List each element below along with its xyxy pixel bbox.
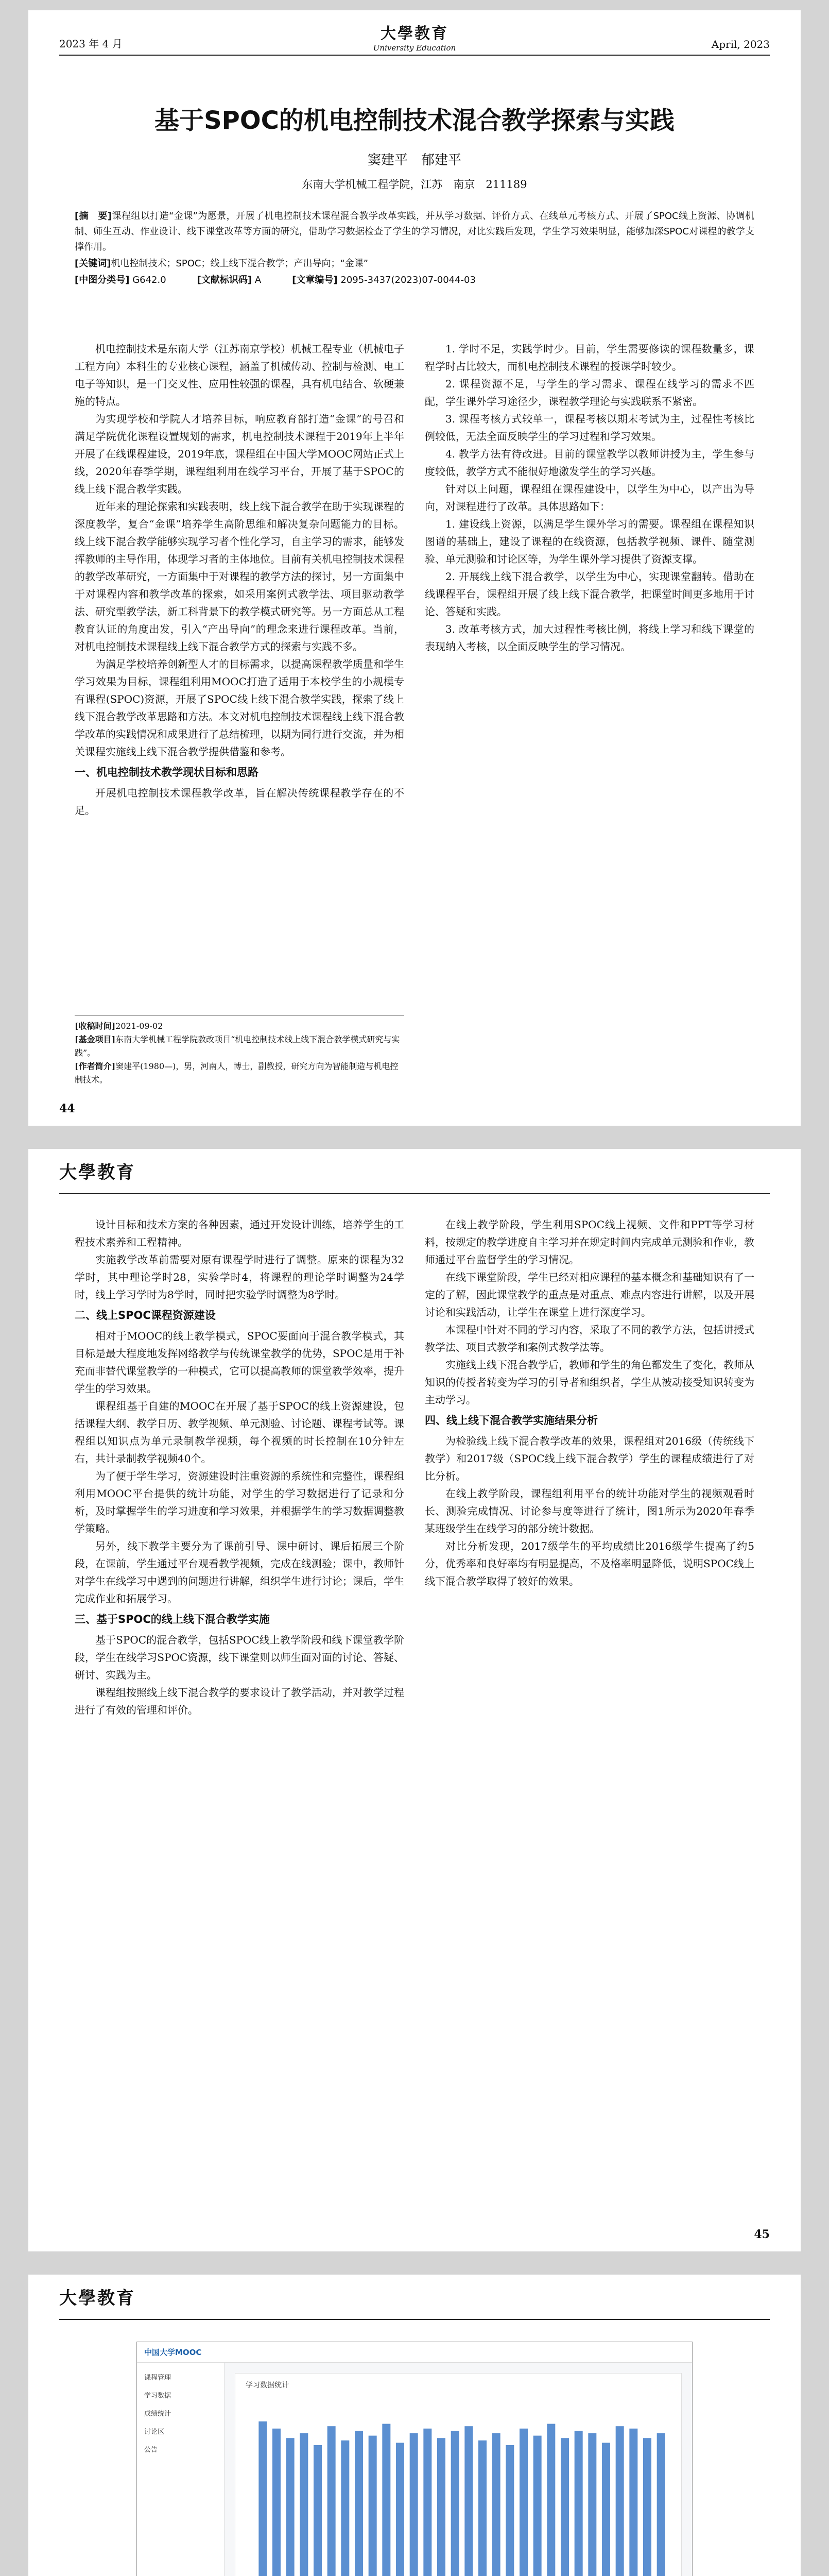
stats-bar xyxy=(423,2429,431,2576)
mooc-screenshot xyxy=(136,2342,693,2576)
stats-bar xyxy=(588,2433,596,2576)
doc-label: [文献标识码] xyxy=(197,275,252,285)
sidebar-item[interactable]: 学习数据 xyxy=(144,2392,171,2400)
journal-logo: 大學教育 xyxy=(59,2288,135,2309)
body-paragraph: 设计目标和技术方案的各种因素，通过开发设计训练，培养学生的工程技术素养和工程精神。 xyxy=(75,1218,404,1248)
stats-bar xyxy=(506,2445,514,2576)
stats-bar xyxy=(643,2438,651,2576)
stats-bar xyxy=(369,2436,377,2576)
panel-title: 学习数据统计 xyxy=(246,2381,289,2389)
paper-affiliation: 东南大学机械工程学院，江苏 南京 211189 xyxy=(302,178,527,191)
footnote xyxy=(75,1015,404,1087)
p1-right-column xyxy=(425,340,754,655)
page-45 xyxy=(28,1149,801,2251)
mooc-topbar xyxy=(137,2342,692,2363)
received-date: 2021-09-02 xyxy=(115,1021,163,1031)
body-paragraph: 2. 开展线上线下混合教学，以学生为中心，实现课堂翻转。借助在线课程平台，课程组开展了线上线下混合教学，把课堂时间更多地用于讨论、答疑和实践。 xyxy=(425,570,754,618)
p2-right-column xyxy=(425,1216,754,1590)
running-header xyxy=(59,2284,770,2320)
page-number: 44 xyxy=(59,1102,75,1115)
stats-bars xyxy=(240,2394,683,2576)
body-paragraph: 为满足学校培养创新型人才的目标需求，以提高课程教学质量和学生学习效果为目标，课程组利用MOOC打造了适用于本校学生的小规模专有课程(SPOC)资源，开展了SPOC线上线下混合教学实践，探索了线上线下混合教学改革思路和方法。本文对机电控制技术课程线上线下混合教学改革的实践情况和成果进行了总结梳理，以期为同行进行交流，并为相关课程实施线上线下混合教学提供借鉴和参考。 xyxy=(75,658,404,758)
body-paragraph: 1. 学时不足，实践学时少。目前，学生需要修读的课程数量多，课程学时占比较大，而机电控制技术课程的授课学时较少。 xyxy=(425,343,754,372)
body-paragraph: 针对以上问题，课程组在课程建设中，以学生为中心，以产出为导向，对课程进行了改革。具体思路如下： xyxy=(425,483,754,513)
keywords-text: 机电控制技术；SPOC；线上线下混合教学；产出导向；“金课” xyxy=(111,258,369,269)
section-heading: 二、线上SPOC课程资源建设 xyxy=(75,1309,216,1321)
body-paragraph: 在线下课堂阶段，学生已经对相应课程的基本概念和基础知识有了一定的了解，因此课堂教学的重点是对重点、难点内容进行讲解，以及开展讨论和实践活动，让学生在课堂上进行深度学习。 xyxy=(425,1271,754,1318)
body-paragraph: 本课程中针对不同的学习内容，采取了不同的教学方法，包括讲授式教学法、项目式教学和案例式教学法等。 xyxy=(425,1324,754,1353)
sidebar-item[interactable]: 课程管理 xyxy=(144,2374,171,2382)
stats-bar xyxy=(327,2426,336,2576)
stats-bar xyxy=(602,2443,610,2576)
mooc-panel xyxy=(235,2373,682,2576)
footnote-label: [作者简介] xyxy=(75,1061,116,1071)
journal-english-name: University Education xyxy=(373,43,456,53)
body-paragraph: 3. 课程考核方式较单一，课程考核以期末考试为主，过程性考核比例较低，无法全面反映学生的学习过程和学习效果。 xyxy=(425,413,754,443)
body-paragraph: 机电控制技术是东南大学（江苏南京学校）机械工程专业（机械电子工程方向）本科生的专业核心课程，涵盖了机械传动、控制与检测、电工电子等知识，是一门交叉性、应用性较强的课程，具有机电结合、软硬兼施的特点。 xyxy=(75,343,404,408)
keywords-label: [关键词] xyxy=(75,258,111,269)
abstract-label: [摘 要] xyxy=(75,211,112,222)
stats-bar xyxy=(520,2429,528,2576)
doc-value: A xyxy=(254,275,262,285)
body-paragraph: 在线上教学阶段，课程组利用平台的统计功能对学生的视频观看时长、测验完成情况、讨论参与度等进行了统计，图1所示为2020年春季某班级学生在线学习的部分统计数据。 xyxy=(425,1487,754,1535)
body-paragraph: 另外，线下教学主要分为了课前引导、课中研讨、课后拓展三个阶段，在课前，学生通过平台观看教学视频，完成在线测验；课中，教师针对学生在线学习中遇到的问题进行讲解，组织学生进行讨论；课后，学生完成作业和拓展学习。 xyxy=(75,1540,404,1605)
stats-bar xyxy=(382,2424,390,2576)
stats-bar xyxy=(355,2431,363,2576)
body-paragraph: 2. 课程资源不足，与学生的学习需求、课程在线学习的需求不匹配，学生课外学习途径少，课程教学理论与实践联系不紧密。 xyxy=(425,378,754,408)
page-number: 45 xyxy=(754,2228,770,2241)
section-heading: 四、线上线下混合教学实施结果分析 xyxy=(425,1414,598,1427)
journal-logo: 大學教育 xyxy=(381,25,448,43)
body-paragraph: 课程组基于自建的MOOC在开展了基于SPOC的线上资源建设，包括课程大纲、教学日历、教学视频、单元测验、讨论题、课程考试等。课程组以知识点为单元录制教学视频，每个视频的时长控制在10分钟左右，共计录制教学视频40个。 xyxy=(75,1400,404,1465)
footnote-label: [收稿时间] xyxy=(75,1021,116,1031)
body-paragraph: 基于SPOC的混合教学，包括SPOC线上教学阶段和线下课堂教学阶段，学生在线学习SPOC资源，线下课堂则以师生面对面的讨论、答疑、研讨、实践为主。 xyxy=(75,1634,404,1681)
stats-bar xyxy=(451,2431,459,2576)
stats-bar xyxy=(629,2429,637,2576)
art-value: 2095-3437(2023)07-0044-03 xyxy=(340,275,476,285)
author-info: 窦建平(1980—)，男，河南人，博士，副教授，研究方向为智能制造与机电控制技术。 xyxy=(75,1061,399,1084)
stats-bar xyxy=(341,2441,349,2576)
body-paragraph: 近年来的理论探索和实践表明，线上线下混合教学在助于实现课程的深度教学，复合“金课”培养学生高阶思维和解决复杂问题能力的目标。线上线下混合教学能够实现学习者个性化学习，自主学习的需求，能够发挥教师的主导作用，体现学习者的主体地位。目前有关机电控制技术课程的教学改革研究，一方面集中于对课程的教学方法的探讨，另一方面集中于对课程内容和教学改革的探索，如采用案例式教学法、项目驱动教学法、研究型教学法，新工科背景下的教学模式研究等。另一方面总从工程教育认证的角度出发，引入“产出导向”的理念来进行课程改革。当前，对机电控制技术课程线上线下混合教学方式的探索与实践不多。 xyxy=(75,500,404,653)
body-paragraph: 实施线上线下混合教学后，教师和学生的角色都发生了变化，教师从知识的传授者转变为学习的引导者和组织者，学生从被动接受知识转变为主动学习。 xyxy=(425,1359,754,1406)
stats-bar xyxy=(547,2424,555,2576)
page-46 xyxy=(28,2275,801,2576)
body-paragraph: 为检验线上线下混合教学改革的效果，课程组对2016级（传统线下教学）和2017级（SPOC线上线下混合教学）学生的课程成绩进行了对比分析。 xyxy=(425,1435,754,1482)
section-heading: 三、基于SPOC的线上线下混合教学实施 xyxy=(75,1613,270,1625)
abstract-block xyxy=(75,209,754,288)
fund-info: 东南大学机械工程学院教改项目“机电控制技术线上线下混合教学模式研究与实践”。 xyxy=(75,1035,400,1058)
abstract-text: 课程组以打造“金课”为愿景，开展了机电控制技术课程混合教学改革实践，并从学习数据、评价方式、在线单元考核方式、开展了SPOC线上资源、协调机制、师生互动、作业设计、线下课堂改革等方面的研究，借助学习数据检查了学生的学习情况，对比实践后发现，学生学习效果明显，能够加深SPOC对课程的教学支撑作用。 xyxy=(75,211,754,252)
footnote-label: [基金项目] xyxy=(75,1035,116,1044)
art-label: [文章编号] xyxy=(292,275,338,285)
p1-left-column xyxy=(75,340,404,819)
mooc-sidebar xyxy=(137,2363,224,2576)
stats-bar xyxy=(410,2433,418,2576)
journal-logo: 大學教育 xyxy=(59,1162,135,1183)
stats-bar xyxy=(258,2421,267,2576)
p2-left-column xyxy=(75,1216,404,1719)
page-44 xyxy=(28,10,801,1126)
body-paragraph: 实施教学改革前需要对原有课程学时进行了调整。原来的课程为32学时，其中理论学时28，实验学时4，将课程的理论学时调整为24学时，线上学习学时为8学时，同时把实验学时调整为8学时。 xyxy=(75,1253,404,1301)
stats-bar xyxy=(464,2426,473,2576)
body-paragraph: 课程组按照线上线下混合教学的要求设计了教学活动，并对教学过程进行了有效的管理和评价。 xyxy=(75,1686,404,1716)
stats-bar xyxy=(286,2438,295,2576)
mooc-brand: 中国大学MOOC xyxy=(144,2348,202,2357)
body-paragraph: 在线上教学阶段，学生利用SPOC线上视频、文件和PPT等学习材料，按规定的教学进度自主学习并在规定时间内完成单元测验和作业，教师通过平台监督学生的学习情况。 xyxy=(425,1218,754,1266)
stats-bar xyxy=(561,2438,569,2576)
stats-bar xyxy=(478,2441,487,2576)
paper-authors: 窦建平 郁建平 xyxy=(367,152,461,168)
body-paragraph: 开展机电控制技术课程教学改革，旨在解决传统课程教学存在的不足。 xyxy=(75,787,404,817)
sidebar-item[interactable]: 讨论区 xyxy=(144,2428,165,2436)
issue-date: 2023 年 4 月 xyxy=(59,38,123,50)
stats-bar xyxy=(314,2445,322,2576)
body-paragraph: 4. 教学方法有待改进。目前的课堂教学以教师讲授为主，学生参与度较低，教学方式不能很好地激发学生的学习兴趣。 xyxy=(425,448,754,478)
sidebar-item[interactable]: 成绩统计 xyxy=(144,2410,171,2418)
stats-bar xyxy=(272,2429,281,2576)
cls-label: [中图分类号] xyxy=(75,275,130,285)
body-paragraph: 3. 改革考核方式，加大过程性考核比例，将线上学习和线下课堂的表现纳入考核，以全面反映学生的学习情况。 xyxy=(425,623,754,653)
body-paragraph: 为实现学校和学院人才培养目标，响应教育部打造“金课”的号召和满足学院优化课程设置规划的需求，机电控制技术课程于2019年上半年开展了在线课程建设，2019年底，课程组在中国大学MOOC网站正式上线，2020年春季学期，课程组利用在线学习平台，开展了基于SPOC的线上线下混合教学实践。 xyxy=(75,413,404,495)
stats-bar xyxy=(657,2433,665,2576)
stats-bar xyxy=(533,2436,542,2576)
stats-bar xyxy=(300,2433,308,2576)
stats-bar xyxy=(616,2426,624,2576)
running-header xyxy=(59,1158,770,1194)
body-paragraph: 为了便于学生学习，资源建设时注重资源的系统性和完整性，课程组利用MOOC平台提供的统计功能，对学生的学习数据进行了记录和分析，及时掌握学生的学习进度和学习效果，并根据学生的学习数据调整教学策略。 xyxy=(75,1470,404,1535)
body-paragraph: 相对于MOOC的线上教学模式，SPOC要面向于混合教学模式，其目标是最大程度地发挥网络教学与传统课堂教学的优势，SPOC是用于补充而非替代课堂教学的一种模式，它可以提高教师的课堂教学效率，提升学生的学习效果。 xyxy=(75,1330,404,1395)
cls-value: G642.0 xyxy=(132,275,166,285)
sidebar-item[interactable]: 公告 xyxy=(144,2446,158,2454)
body-paragraph: 对比分析发现，2017级学生的平均成绩比2016级学生提高了约5分，优秀率和良好率均有明显提高，不及格率明显降低，说明SPOC线上线下混合教学取得了较好的效果。 xyxy=(425,1540,754,1587)
stats-bar xyxy=(492,2433,500,2576)
issue-date-en: April, 2023 xyxy=(711,38,770,50)
paper-title: 基于SPOC的机电控制技术混合教学探索与实践 xyxy=(154,106,675,135)
stats-bar xyxy=(437,2438,445,2576)
section-heading: 一、机电控制技术教学现状目标和思路 xyxy=(75,766,258,778)
stats-bar xyxy=(575,2431,583,2576)
running-header xyxy=(59,20,770,56)
body-paragraph: 1. 建设线上资源，以满足学生课外学习的需要。课程组在课程知识图谱的基础上，建设了课程的在线资源，包括教学视频、课件、随堂测验、单元测验和讨论区等，为学生课外学习提供了资源支撑。 xyxy=(425,518,754,565)
stats-bar xyxy=(396,2443,404,2576)
